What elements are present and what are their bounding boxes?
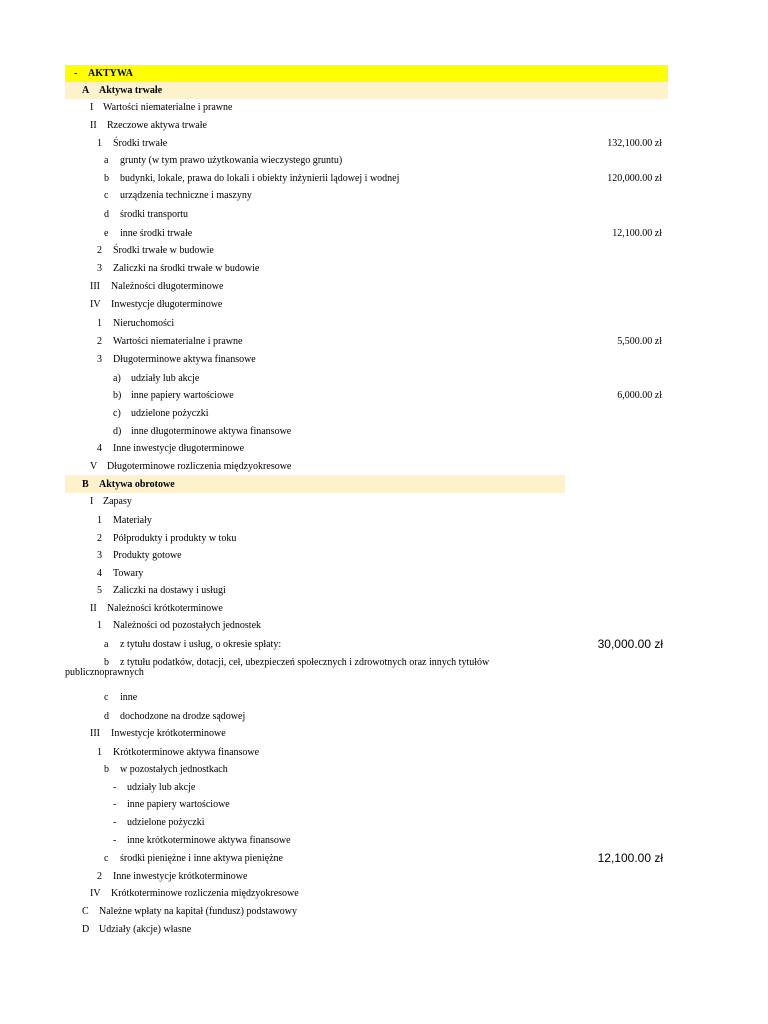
- table-row: [0, 117, 768, 134]
- row-code: I: [90, 496, 94, 507]
- row-label: w pozostałych jednostkach: [120, 764, 228, 775]
- row-code: 2: [97, 245, 102, 256]
- row-label: Inwestycje długoterminowe: [111, 299, 223, 310]
- row-code: III: [90, 281, 100, 292]
- table-row: [0, 884, 768, 902]
- table-row: [0, 653, 768, 687]
- row-code: 4: [97, 443, 102, 454]
- row-label: Należności długoterminowe: [111, 281, 224, 292]
- row-code: A: [82, 85, 90, 96]
- row-label: Nieruchomości: [113, 318, 175, 329]
- row-label: Środki trwałe w budowie: [113, 245, 214, 256]
- table-row: [0, 599, 768, 616]
- table-row: [0, 920, 768, 938]
- row-code: d: [104, 711, 109, 722]
- table-row: [0, 421, 768, 439]
- row-label: Zapasy: [103, 496, 132, 507]
- row-code: 3: [97, 550, 102, 561]
- row-label: Krótkoterminowe aktywa finansowe: [113, 747, 260, 758]
- row-code: -: [113, 817, 117, 828]
- row-label: Długoterminowe rozliczenia międzyokresowe: [107, 461, 292, 472]
- table-row: [0, 743, 768, 760]
- table-row: [0, 65, 768, 82]
- row-label: Aktywa obrotowe: [99, 479, 175, 490]
- row-code: 1: [97, 138, 102, 149]
- row-code: 4: [97, 568, 102, 579]
- table-row: [0, 187, 768, 205]
- table-row: [0, 830, 768, 848]
- row-label: Półprodukty i produkty w toku: [113, 533, 237, 544]
- row-label: Produkty gotowe: [113, 550, 182, 561]
- row-label: inne papiery wartościowe: [131, 390, 234, 401]
- table-row: [0, 295, 768, 313]
- row-amount: 6,000.00 zł: [617, 390, 662, 401]
- row-label: Wartości niematerialne i prawne: [103, 102, 233, 113]
- table-row: [0, 724, 768, 743]
- row-code: II: [90, 120, 97, 131]
- row-code: c: [104, 853, 109, 864]
- row-code: IV: [90, 299, 101, 310]
- row-label: Długoterminowe aktywa finansowe: [113, 354, 256, 365]
- row-code: -: [74, 68, 78, 79]
- row-label: Wartości niematerialne i prawne: [113, 336, 243, 347]
- row-code: III: [90, 728, 100, 739]
- table-row: [0, 277, 768, 295]
- table-row: [0, 475, 768, 493]
- table-row: [0, 867, 768, 884]
- row-code: 5: [97, 585, 102, 596]
- row-code: II: [90, 603, 97, 614]
- table-row: [0, 242, 768, 260]
- row-code: -: [113, 782, 117, 793]
- row-label: Należne wpłaty na kapitał (fundusz) podstawowy: [99, 906, 297, 917]
- row-code: -: [113, 799, 117, 810]
- table-row: [0, 634, 768, 653]
- row-code: b): [113, 390, 122, 401]
- row-code: 3: [97, 263, 102, 274]
- table-row: [0, 439, 768, 457]
- table-row: [0, 582, 768, 599]
- table-row: [0, 795, 768, 813]
- row-code: 2: [97, 336, 102, 347]
- row-code: 1: [97, 747, 102, 758]
- row-label: Należności krótkoterminowe: [107, 603, 223, 614]
- row-amount: 12,100.00 zł: [612, 228, 662, 239]
- row-label: środki transportu: [120, 209, 189, 220]
- row-amount: 30,000.00 zł: [597, 637, 663, 651]
- row-label: Aktywa trwałe: [99, 85, 163, 96]
- row-code: c: [104, 692, 109, 703]
- table-row: [0, 813, 768, 830]
- row-code: IV: [90, 888, 101, 899]
- table-row: [0, 205, 768, 223]
- row-label: udziały lub akcje: [127, 782, 196, 793]
- row-label: Towary: [113, 568, 144, 579]
- table-row: [0, 529, 768, 546]
- table-row: [0, 386, 768, 404]
- row-label: Rzeczowe aktywa trwałe: [107, 120, 207, 131]
- row-label: udziały lub akcje: [131, 373, 200, 384]
- row-code: D: [82, 924, 90, 935]
- row-label: Udziały (akcje) własne: [99, 924, 192, 935]
- table-row: [0, 616, 768, 634]
- row-label: udzielone pożyczki: [127, 817, 205, 828]
- row-label: Należności od pozostałych jednostek: [113, 620, 262, 631]
- table-row: [0, 510, 768, 529]
- row-code: -: [113, 835, 117, 846]
- table-row: [0, 134, 768, 152]
- row-amount: 12,100.00 zł: [597, 851, 663, 865]
- row-code: 2: [97, 533, 102, 544]
- row-code: C: [82, 906, 89, 917]
- row-amount: 132,100.00 zł: [607, 138, 662, 149]
- row-code: b: [104, 764, 109, 775]
- table-row: [0, 564, 768, 582]
- row-code: B: [82, 479, 89, 490]
- table-row: [0, 169, 768, 187]
- row-label: dochodzone na drodze sądowej: [120, 711, 246, 722]
- row-label: z tytułu podatków, dotacji, ceł, ubezpieczeń społecznych i zdrowotnych oraz innych tytułów: [120, 657, 490, 668]
- row-label: Materiały: [113, 515, 152, 526]
- table-row: [0, 457, 768, 475]
- row-code: 1: [97, 515, 102, 526]
- row-label: budynki, lokale, prawa do lokali i obiekty inżynierii lądowej i wodnej: [120, 173, 400, 184]
- row-code: e: [104, 228, 109, 239]
- table-row: [0, 152, 768, 169]
- table-row: [0, 493, 768, 510]
- row-label: Inne inwestycje krótkoterminowe: [113, 871, 248, 882]
- table-row: [0, 546, 768, 564]
- row-label: Środki trwałe: [113, 138, 168, 149]
- table-row: [0, 313, 768, 332]
- table-row: [0, 332, 768, 350]
- row-amount: 120,000.00 zł: [607, 173, 662, 184]
- row-label: AKTYWA: [88, 68, 134, 79]
- row-label: inne długoterminowe aktywa finansowe: [131, 426, 292, 437]
- row-code: a: [104, 639, 109, 650]
- row-code: 3: [97, 354, 102, 365]
- table-row: [0, 82, 768, 99]
- row-code: a: [104, 155, 109, 166]
- table-row: [0, 902, 768, 920]
- row-code: I: [90, 102, 94, 113]
- table-row: [0, 760, 768, 778]
- row-code: b: [104, 657, 109, 668]
- table-row: [0, 848, 768, 867]
- row-label: grunty (w tym prawo użytkowania wieczystego gruntu): [120, 155, 343, 166]
- table-row: [0, 778, 768, 795]
- table-row: [0, 368, 768, 386]
- row-code: d): [113, 426, 122, 437]
- row-label: Inne inwestycje długoterminowe: [113, 443, 245, 454]
- row-amount: 5,500.00 zł: [617, 336, 662, 347]
- row-code: a): [113, 373, 121, 384]
- row-label: urządzenia techniczne i maszyny: [120, 190, 252, 201]
- row-label: Inwestycje krótkoterminowe: [111, 728, 226, 739]
- row-code: 1: [97, 620, 102, 631]
- row-code: 2: [97, 871, 102, 882]
- row-label-continuation: publicznoprawnych: [65, 667, 144, 678]
- row-code: V: [90, 461, 98, 472]
- row-label: inne krótkoterminowe aktywa finansowe: [127, 835, 291, 846]
- row-label: inne papiery wartościowe: [127, 799, 230, 810]
- row-label: środki pieniężne i inne aktywa pieniężne: [120, 853, 283, 864]
- row-label: Krótkoterminowe rozliczenia międzyokresowe: [111, 888, 299, 899]
- row-code: c): [113, 408, 121, 419]
- row-label: inne: [120, 692, 138, 703]
- row-label: z tytułu dostaw i usług, o okresie spłaty:: [120, 639, 282, 650]
- row-label: inne środki trwałe: [120, 228, 193, 239]
- table-row: [0, 260, 768, 277]
- table-row: [0, 350, 768, 368]
- table-row: [0, 687, 768, 706]
- row-code: b: [104, 173, 109, 184]
- table-row: [0, 223, 768, 242]
- row-label: Zaliczki na dostawy i usługi: [113, 585, 226, 596]
- table-row: [0, 99, 768, 117]
- row-label: Zaliczki na środki trwałe w budowie: [113, 263, 260, 274]
- row-label: udzielone pożyczki: [131, 408, 209, 419]
- row-code: c: [104, 190, 109, 201]
- row-highlight: [65, 65, 668, 82]
- row-code: 1: [97, 318, 102, 329]
- table-row: [0, 404, 768, 421]
- row-code: d: [104, 209, 109, 220]
- table-row: [0, 706, 768, 724]
